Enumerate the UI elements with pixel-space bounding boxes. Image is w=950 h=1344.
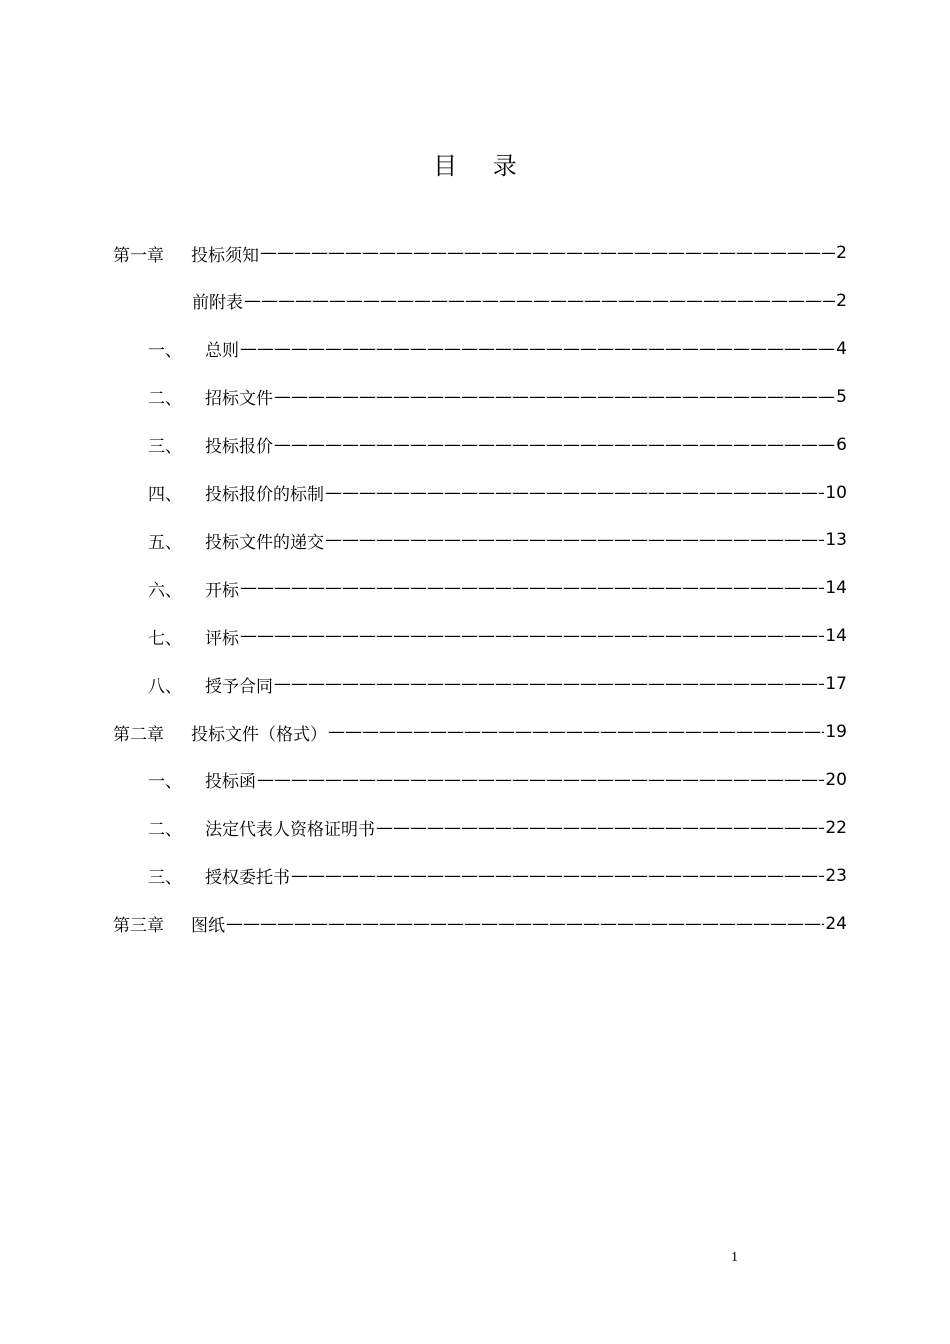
toc-entry <box>148 480 847 506</box>
toc-entry-number: 七、 <box>148 628 182 649</box>
toc-entry <box>148 336 847 362</box>
toc-entry-page: 14 <box>825 578 847 599</box>
toc-entry <box>113 911 847 937</box>
toc-entry-number: 三、 <box>148 437 182 458</box>
toc-entry-page: 2 <box>836 243 847 263</box>
toc-entry <box>148 527 847 553</box>
toc-entry-title: 授予合同 <box>205 676 273 697</box>
toc-entry <box>148 575 847 601</box>
toc-entry-title: 评标 <box>205 628 239 649</box>
toc-entry-number: 五、 <box>148 532 182 553</box>
toc-leader-line <box>325 480 824 506</box>
toc-entry <box>113 240 847 266</box>
toc-entry-title: 投标函 <box>205 772 256 793</box>
toc-entry-number: 四、 <box>148 485 182 505</box>
toc-leader-line <box>325 527 824 553</box>
toc-entry-title: 前附表 <box>192 293 243 314</box>
toc-entry <box>148 815 847 841</box>
toc-entry-page: 19 <box>825 722 847 742</box>
toc-entry-number: 第二章 <box>113 724 164 745</box>
toc-entry <box>148 767 847 793</box>
toc-entry <box>148 623 847 649</box>
toc-leader-line <box>274 432 835 458</box>
toc-leader-line <box>376 815 824 841</box>
toc-entry <box>148 384 847 410</box>
toc-leader-line <box>291 863 824 889</box>
toc-entry <box>148 432 847 458</box>
toc-entry-title: 投标文件（格式） <box>191 724 327 745</box>
toc-entry-page: 2 <box>836 290 847 311</box>
toc-entry-title: 开标 <box>205 580 239 601</box>
toc-entry-number: 第一章 <box>113 245 164 266</box>
toc-entry-title: 投标文件的递交 <box>205 532 324 553</box>
toc-leader-line <box>244 288 835 314</box>
toc-entry-title: 图纸 <box>191 916 225 937</box>
toc-leader-line <box>240 575 824 601</box>
toc-entry-page: 24 <box>825 913 847 934</box>
toc-leader-line <box>257 767 824 793</box>
toc-leader-line <box>240 623 824 649</box>
toc-entry-page: 22 <box>825 817 847 838</box>
toc-entry-number: 八、 <box>148 676 182 697</box>
toc-entry-title: 招标文件 <box>205 389 273 410</box>
toc-entry-page: 4 <box>836 338 847 359</box>
toc-entry-page: 14 <box>825 626 847 647</box>
document-title: 目 录 <box>433 152 531 180</box>
toc-entry-number: 六、 <box>148 580 182 601</box>
toc-entry-page: 13 <box>825 530 847 551</box>
toc-entry-title: 投标报价的标制 <box>205 485 324 505</box>
toc-leader-line <box>328 719 824 745</box>
toc-entry-page: 5 <box>836 386 847 407</box>
toc-entry-page: 20 <box>825 769 847 790</box>
toc-entry-page: 17 <box>825 674 847 695</box>
toc-entry-page: 6 <box>836 434 847 455</box>
toc-entry-title: 授权委托书 <box>205 868 290 889</box>
toc-entry-title: 投标报价 <box>205 437 273 458</box>
toc-entry-number: 一、 <box>148 341 182 362</box>
toc-entry-title: 投标须知 <box>191 245 259 266</box>
toc-leader-line <box>226 911 824 937</box>
toc-entry-number: 三、 <box>148 868 182 889</box>
toc-entry-title: 法定代表人资格证明书 <box>205 820 375 841</box>
toc-entry <box>113 719 847 745</box>
toc-entry-number: 第三章 <box>113 916 164 937</box>
toc-entry <box>148 863 847 889</box>
toc-leader-line <box>240 336 835 362</box>
toc-leader-line <box>260 240 835 266</box>
toc-entry-number: 二、 <box>148 820 182 841</box>
toc-entry-page: 10 <box>825 482 847 503</box>
toc-entry-number: 一、 <box>148 772 182 793</box>
toc-leader-line <box>274 384 835 410</box>
toc-entry <box>148 671 847 697</box>
toc-entry-number: 二、 <box>148 389 182 410</box>
toc-entry <box>192 288 847 314</box>
toc-leader-line <box>274 671 824 697</box>
toc-entry-title: 总则 <box>205 341 239 362</box>
page-number: 1 <box>731 1250 738 1265</box>
toc-entry-page: 23 <box>825 865 847 886</box>
